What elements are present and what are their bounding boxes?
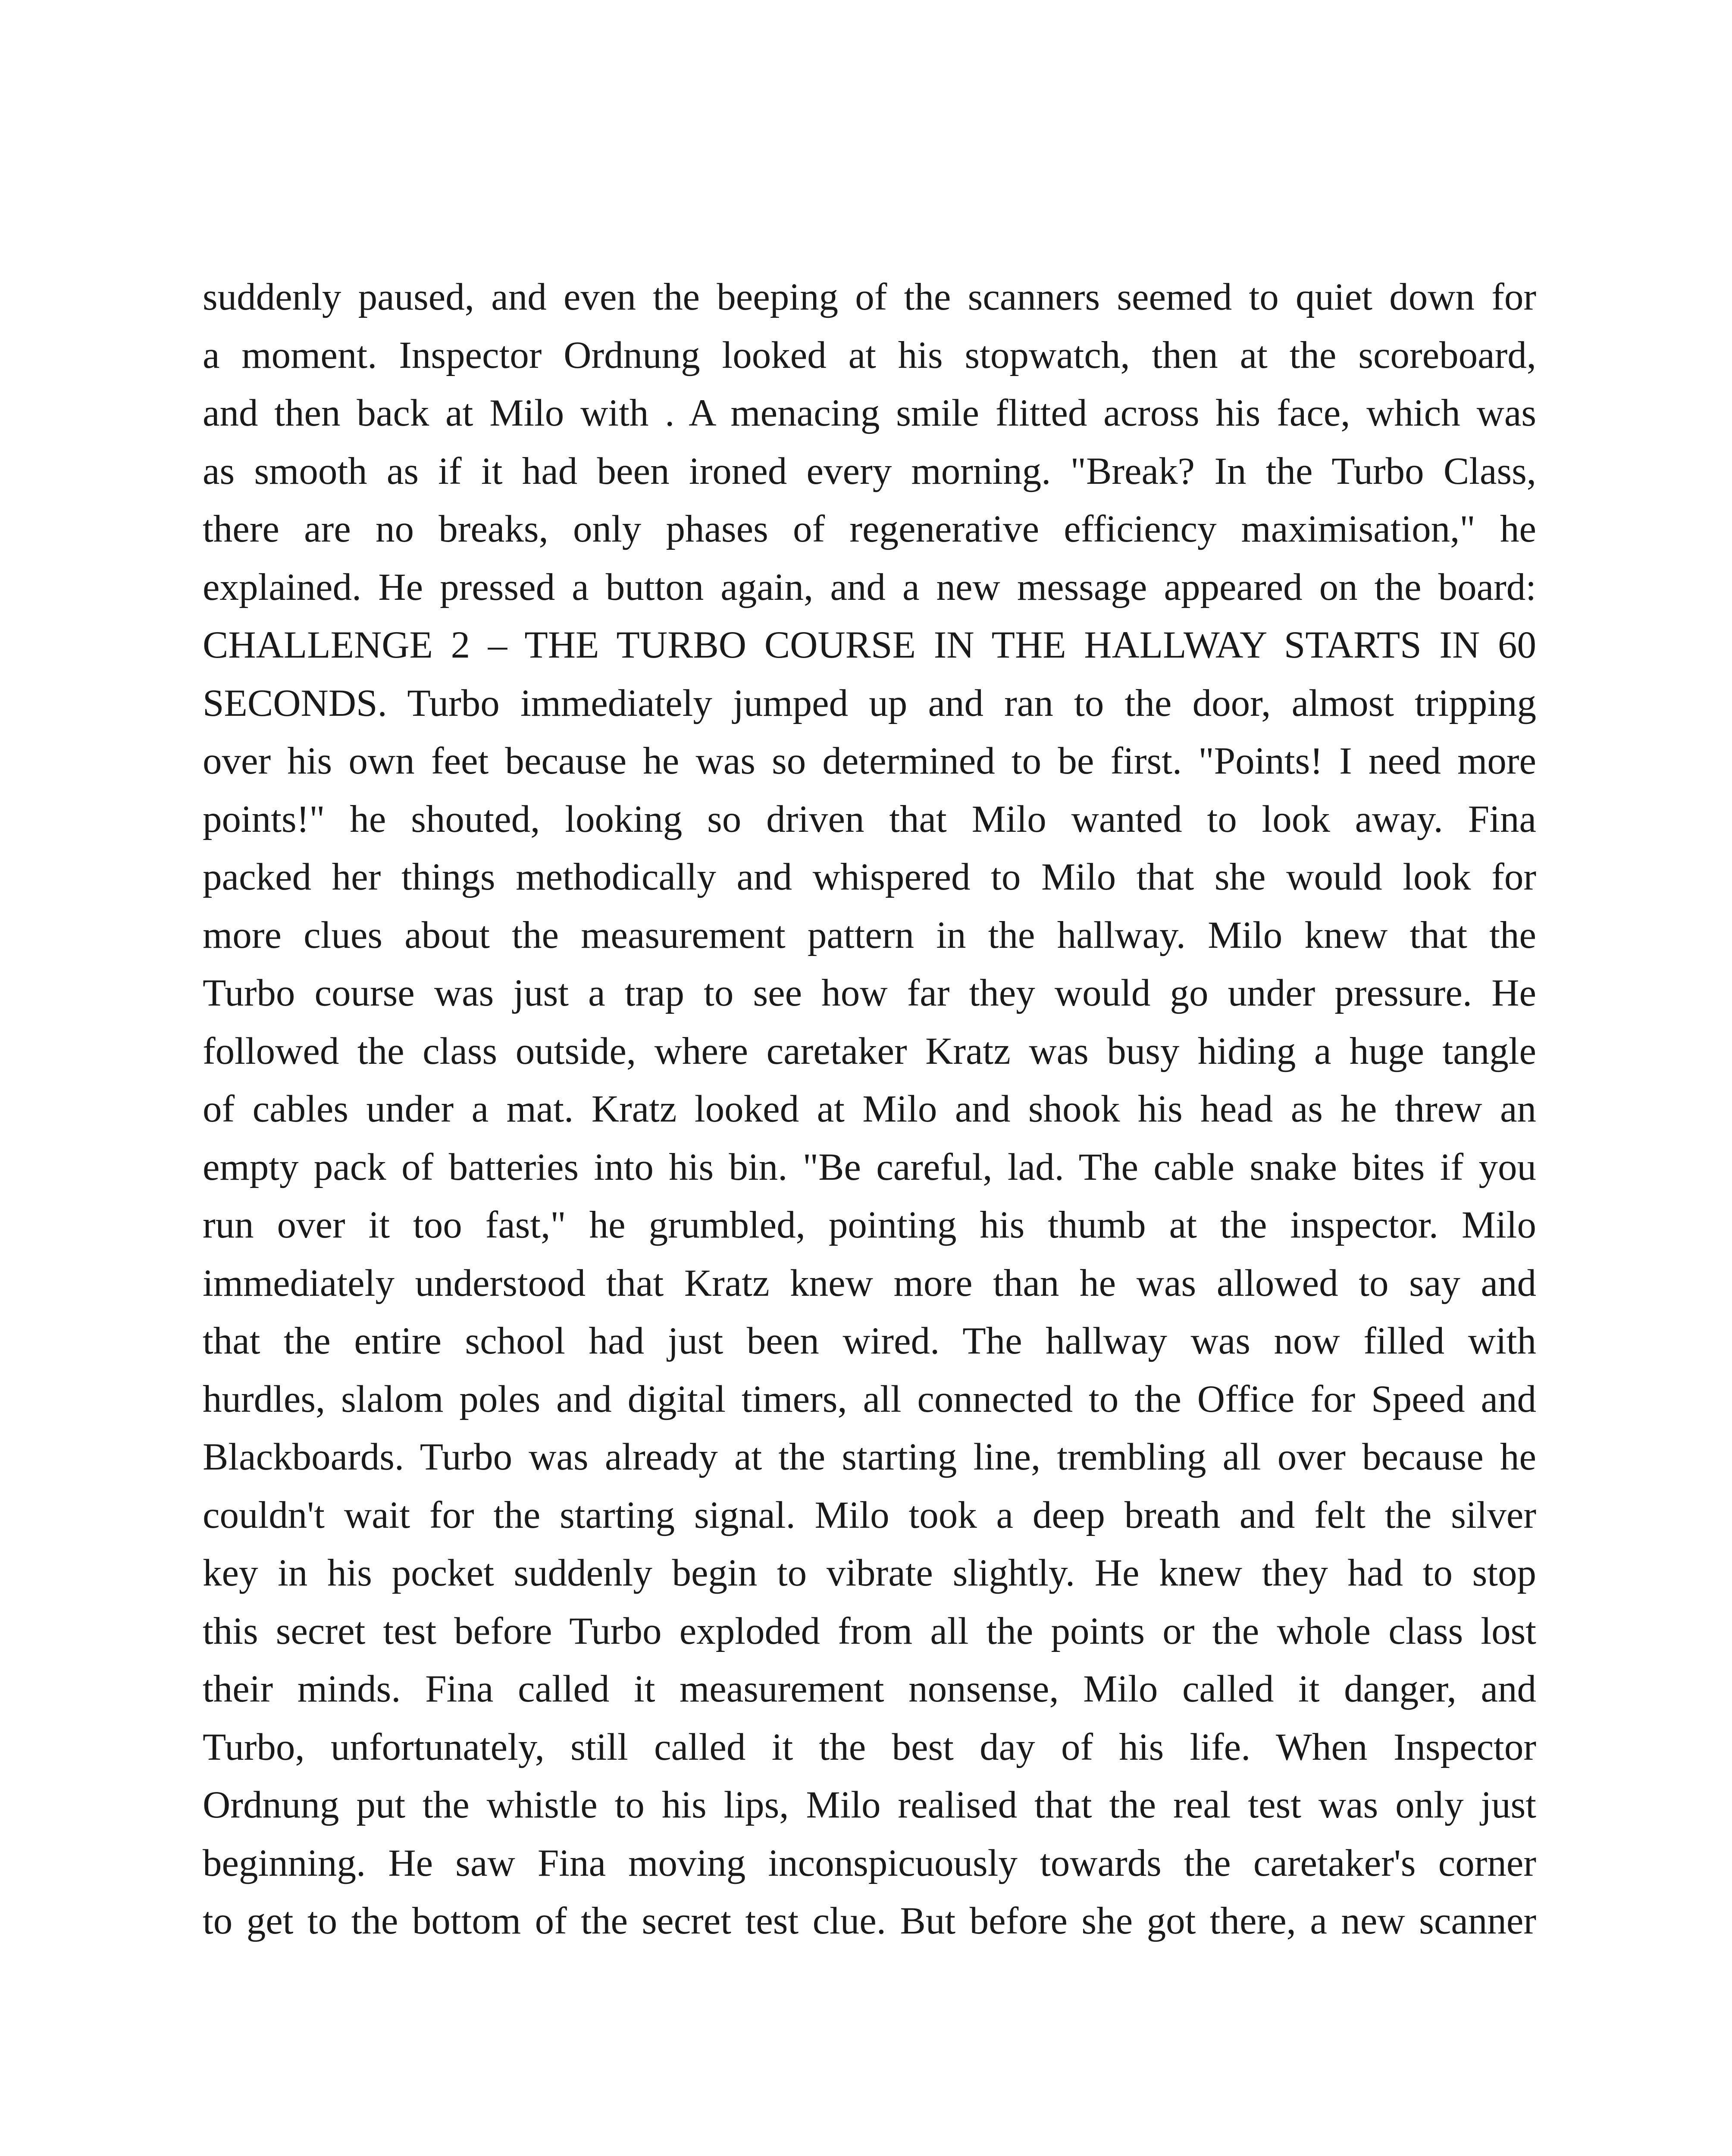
text-line: explained. He pressed a button again, and a new message appeared on the board: [203, 566, 1536, 608]
text-line: couldn't wait for the starting signal. Milo took a deep breath and felt the silver [203, 1494, 1536, 1536]
text-line: their minds. Fina called it measurement nonsense, Milo called it danger, and [203, 1668, 1536, 1710]
text-line: hurdles, slalom poles and digital timers, all connected to the Office for Speed and [203, 1378, 1536, 1420]
text-line: of cables under a mat. Kratz looked at Milo and shook his head as he threw an [203, 1088, 1536, 1130]
text-line: Blackboards. Turbo was already at the starting line, trembling all over because he [203, 1436, 1536, 1478]
text-line: to get to the bottom of the secret test clue. But before she got there, a new scanner [203, 1900, 1536, 1942]
text-line: over his own feet because he was so determined to be first. "Points! I need more [203, 740, 1536, 782]
text-line: empty pack of batteries into his bin. "Be careful, lad. The cable snake bites if you [203, 1146, 1536, 1188]
text-line: Ordnung put the whistle to his lips, Milo realised that the real test was only just [203, 1784, 1536, 1826]
body-text [203, 268, 1536, 1950]
text-line: packed her things methodically and whispered to Milo that she would look for [203, 856, 1536, 898]
text-line: immediately understood that Kratz knew more than he was allowed to say and [203, 1262, 1536, 1304]
text-line: points!" he shouted, looking so driven that Milo wanted to look away. Fina [203, 798, 1536, 840]
text-line: CHALLENGE 2 – THE TURBO COURSE IN THE HALLWAY STARTS IN 60 [203, 624, 1536, 666]
text-line: suddenly paused, and even the beeping of the scanners seemed to quiet down for [203, 276, 1536, 318]
text-line: more clues about the measurement pattern in the hallway. Milo knew that the [203, 914, 1536, 956]
text-line: Turbo, unfortunately, still called it the best day of his life. When Inspector [203, 1726, 1536, 1768]
text-line: a moment. Inspector Ordnung looked at his stopwatch, then at the scoreboard, [203, 334, 1536, 376]
text-line: followed the class outside, where caretaker Kratz was busy hiding a huge tangle [203, 1030, 1536, 1072]
text-line: that the entire school had just been wired. The hallway was now filled with [203, 1320, 1536, 1362]
text-line: run over it too fast," he grumbled, pointing his thumb at the inspector. Milo [203, 1204, 1536, 1246]
text-line: key in his pocket suddenly begin to vibrate slightly. He knew they had to stop [203, 1552, 1536, 1594]
text-line: SECONDS. Turbo immediately jumped up and ran to the door, almost tripping [203, 682, 1536, 724]
text-line: this secret test before Turbo exploded from all the points or the whole class lost [203, 1610, 1536, 1652]
text-line: there are no breaks, only phases of regenerative efficiency maximisation," he [203, 508, 1536, 550]
text-line: as smooth as if it had been ironed every morning. "Break? In the Turbo Class, [203, 450, 1536, 492]
text-line: beginning. He saw Fina moving inconspicuously towards the caretaker's corner [203, 1842, 1536, 1884]
text-line: Turbo course was just a trap to see how far they would go under pressure. He [203, 972, 1536, 1014]
text-line: and then back at Milo with . A menacing smile flitted across his face, which was [203, 392, 1536, 434]
